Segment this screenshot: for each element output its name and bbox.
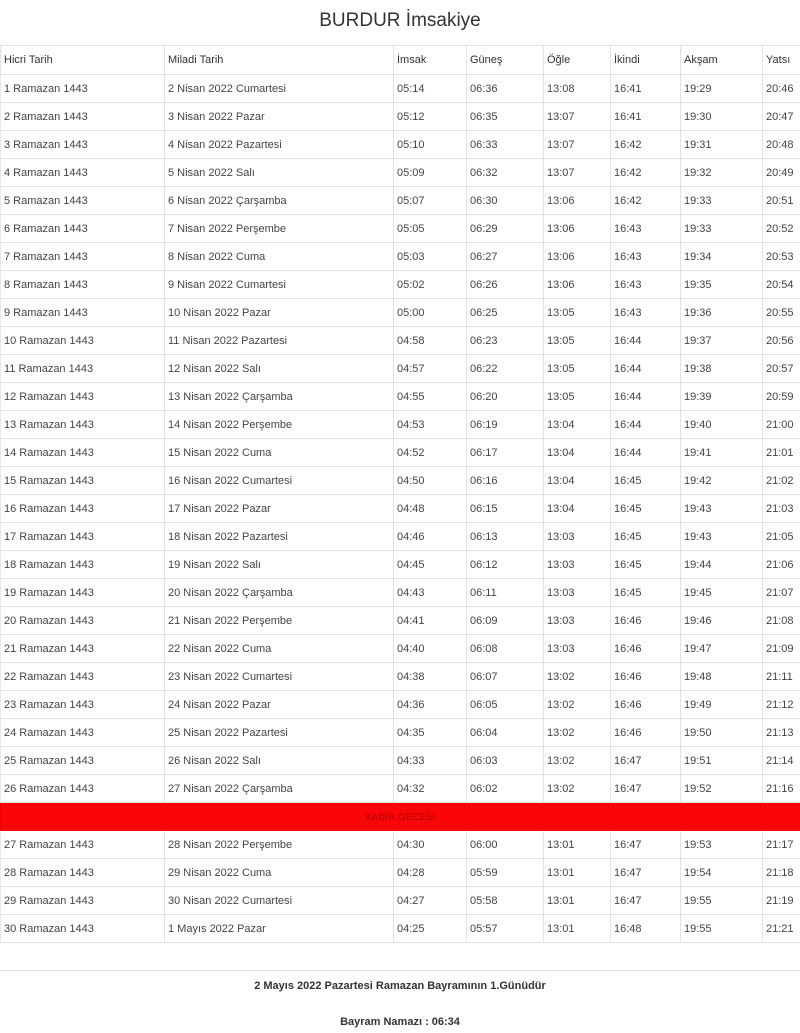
miladi-date: 2 Nisan 2022 Cumartesi [165, 75, 394, 103]
table-row [1, 831, 800, 859]
yatsi-time: 20:59 [763, 383, 800, 411]
ikindi-time: 16:48 [611, 915, 681, 943]
table-row [1, 523, 800, 551]
miladi-date: 13 Nisan 2022 Çarşamba [165, 383, 394, 411]
miladi-date: 10 Nisan 2022 Pazar [165, 299, 394, 327]
aksam-time: 19:41 [681, 439, 763, 467]
column-header-gunes-time: Güneş [467, 46, 544, 75]
yatsi-time: 21:09 [763, 635, 800, 663]
table-row [1, 775, 800, 803]
yatsi-time: 21:13 [763, 719, 800, 747]
table-row [1, 719, 800, 747]
miladi-date: 18 Nisan 2022 Pazartesi [165, 523, 394, 551]
table-row [1, 663, 800, 691]
imsak-time: 04:28 [394, 859, 467, 887]
hicri-date: 10 Ramazan 1443 [1, 327, 165, 355]
table-body [1, 75, 800, 943]
aksam-time: 19:52 [681, 775, 763, 803]
miladi-date: 15 Nisan 2022 Cuma [165, 439, 394, 467]
hicri-date: 13 Ramazan 1443 [1, 411, 165, 439]
hicri-date: 21 Ramazan 1443 [1, 635, 165, 663]
ikindi-time: 16:47 [611, 775, 681, 803]
miladi-date: 1 Mayıs 2022 Pazar [165, 915, 394, 943]
aksam-time: 19:51 [681, 747, 763, 775]
imsak-time: 05:03 [394, 243, 467, 271]
gunes-time: 06:20 [467, 383, 544, 411]
table-row [1, 103, 800, 131]
hicri-date: 18 Ramazan 1443 [1, 551, 165, 579]
aksam-time: 19:30 [681, 103, 763, 131]
gunes-time: 06:19 [467, 411, 544, 439]
hicri-date: 1 Ramazan 1443 [1, 75, 165, 103]
table-row [1, 439, 800, 467]
ogle-time: 13:01 [544, 831, 611, 859]
ikindi-time: 16:42 [611, 159, 681, 187]
hicri-date: 28 Ramazan 1443 [1, 859, 165, 887]
ogle-time: 13:04 [544, 467, 611, 495]
ikindi-time: 16:43 [611, 299, 681, 327]
gunes-time: 06:27 [467, 243, 544, 271]
aksam-time: 19:43 [681, 523, 763, 551]
yatsi-time: 20:51 [763, 187, 800, 215]
table-row [1, 887, 800, 915]
ogle-time: 13:04 [544, 495, 611, 523]
imsak-time: 04:48 [394, 495, 467, 523]
ikindi-time: 16:46 [611, 607, 681, 635]
aksam-time: 19:42 [681, 467, 763, 495]
imsak-time: 05:09 [394, 159, 467, 187]
gunes-time: 06:30 [467, 187, 544, 215]
table-row [1, 579, 800, 607]
imsak-time: 04:40 [394, 635, 467, 663]
hicri-date: 7 Ramazan 1443 [1, 243, 165, 271]
table-row [1, 551, 800, 579]
gunes-time: 06:23 [467, 327, 544, 355]
table-row [1, 215, 800, 243]
ikindi-time: 16:41 [611, 103, 681, 131]
ogle-time: 13:03 [544, 579, 611, 607]
miladi-date: 7 Nisan 2022 Perşembe [165, 215, 394, 243]
gunes-time: 06:15 [467, 495, 544, 523]
table-row [1, 327, 800, 355]
gunes-time: 05:59 [467, 859, 544, 887]
yatsi-time: 20:56 [763, 327, 800, 355]
miladi-date: 26 Nisan 2022 Salı [165, 747, 394, 775]
ikindi-time: 16:46 [611, 691, 681, 719]
column-header-yatsi-time: Yatsı [763, 46, 800, 75]
gunes-time: 06:11 [467, 579, 544, 607]
aksam-time: 19:55 [681, 915, 763, 943]
ikindi-time: 16:45 [611, 495, 681, 523]
ikindi-time: 16:47 [611, 747, 681, 775]
kadir-gecesi-label: KADİR GECESİ [1, 803, 800, 831]
hicri-date: 6 Ramazan 1443 [1, 215, 165, 243]
ikindi-time: 16:44 [611, 383, 681, 411]
imsak-time: 04:27 [394, 887, 467, 915]
ikindi-time: 16:47 [611, 887, 681, 915]
yatsi-time: 20:49 [763, 159, 800, 187]
imsak-time: 04:50 [394, 467, 467, 495]
miladi-date: 23 Nisan 2022 Cumartesi [165, 663, 394, 691]
aksam-time: 19:55 [681, 887, 763, 915]
hicri-date: 5 Ramazan 1443 [1, 187, 165, 215]
table-row [1, 747, 800, 775]
aksam-time: 19:43 [681, 495, 763, 523]
hicri-date: 2 Ramazan 1443 [1, 103, 165, 131]
ikindi-time: 16:43 [611, 215, 681, 243]
table-row [1, 271, 800, 299]
yatsi-time: 21:01 [763, 439, 800, 467]
gunes-time: 06:00 [467, 831, 544, 859]
table-row [1, 131, 800, 159]
hicri-date: 20 Ramazan 1443 [1, 607, 165, 635]
hicri-date: 15 Ramazan 1443 [1, 467, 165, 495]
gunes-time: 06:08 [467, 635, 544, 663]
ogle-time: 13:07 [544, 131, 611, 159]
imsak-time: 05:10 [394, 131, 467, 159]
yatsi-time: 21:18 [763, 859, 800, 887]
gunes-time: 06:02 [467, 775, 544, 803]
miladi-date: 12 Nisan 2022 Salı [165, 355, 394, 383]
ogle-time: 13:01 [544, 915, 611, 943]
hicri-date: 16 Ramazan 1443 [1, 495, 165, 523]
gunes-time: 06:03 [467, 747, 544, 775]
miladi-date: 21 Nisan 2022 Perşembe [165, 607, 394, 635]
ogle-time: 13:02 [544, 691, 611, 719]
column-header-ikindi-time: İkindi [611, 46, 681, 75]
yatsi-time: 20:48 [763, 131, 800, 159]
yatsi-time: 20:53 [763, 243, 800, 271]
ogle-time: 13:03 [544, 523, 611, 551]
hicri-date: 3 Ramazan 1443 [1, 131, 165, 159]
table-row [1, 383, 800, 411]
imsak-time: 04:57 [394, 355, 467, 383]
table-row [1, 467, 800, 495]
table-row [1, 635, 800, 663]
aksam-time: 19:33 [681, 187, 763, 215]
miladi-date: 14 Nisan 2022 Perşembe [165, 411, 394, 439]
ikindi-time: 16:44 [611, 439, 681, 467]
ogle-time: 13:05 [544, 327, 611, 355]
aksam-time: 19:39 [681, 383, 763, 411]
aksam-time: 19:32 [681, 159, 763, 187]
gunes-time: 06:17 [467, 439, 544, 467]
yatsi-time: 21:21 [763, 915, 800, 943]
gunes-time: 06:36 [467, 75, 544, 103]
imsak-time: 05:05 [394, 215, 467, 243]
miladi-date: 8 Nisan 2022 Cuma [165, 243, 394, 271]
gunes-time: 06:12 [467, 551, 544, 579]
hicri-date: 11 Ramazan 1443 [1, 355, 165, 383]
table-row [1, 691, 800, 719]
miladi-date: 17 Nisan 2022 Pazar [165, 495, 394, 523]
yatsi-time: 21:06 [763, 551, 800, 579]
table-row [1, 495, 800, 523]
aksam-time: 19:45 [681, 579, 763, 607]
imsak-time: 04:38 [394, 663, 467, 691]
aksam-time: 19:44 [681, 551, 763, 579]
aksam-time: 19:50 [681, 719, 763, 747]
hicri-date: 29 Ramazan 1443 [1, 887, 165, 915]
yatsi-time: 21:00 [763, 411, 800, 439]
miladi-date: 28 Nisan 2022 Perşembe [165, 831, 394, 859]
table-row [1, 299, 800, 327]
ikindi-time: 16:44 [611, 355, 681, 383]
gunes-time: 06:32 [467, 159, 544, 187]
imsak-time: 04:55 [394, 383, 467, 411]
imsak-time: 05:07 [394, 187, 467, 215]
ikindi-time: 16:46 [611, 635, 681, 663]
hicri-date: 26 Ramazan 1443 [1, 775, 165, 803]
table-row [1, 915, 800, 943]
aksam-time: 19:31 [681, 131, 763, 159]
hicri-date: 17 Ramazan 1443 [1, 523, 165, 551]
ogle-time: 13:04 [544, 411, 611, 439]
miladi-date: 24 Nisan 2022 Pazar [165, 691, 394, 719]
imsak-time: 05:14 [394, 75, 467, 103]
ogle-time: 13:01 [544, 887, 611, 915]
hicri-date: 24 Ramazan 1443 [1, 719, 165, 747]
yatsi-time: 21:16 [763, 775, 800, 803]
imsak-time: 04:53 [394, 411, 467, 439]
yatsi-time: 21:12 [763, 691, 800, 719]
imsak-time: 04:32 [394, 775, 467, 803]
ogle-time: 13:02 [544, 747, 611, 775]
yatsi-time: 21:08 [763, 607, 800, 635]
miladi-date: 29 Nisan 2022 Cuma [165, 859, 394, 887]
table-row [1, 75, 800, 103]
gunes-time: 06:07 [467, 663, 544, 691]
ogle-time: 13:03 [544, 635, 611, 663]
miladi-date: 27 Nisan 2022 Çarşamba [165, 775, 394, 803]
aksam-time: 19:29 [681, 75, 763, 103]
miladi-date: 25 Nisan 2022 Pazartesi [165, 719, 394, 747]
gunes-time: 06:04 [467, 719, 544, 747]
ogle-time: 13:06 [544, 271, 611, 299]
ikindi-time: 16:41 [611, 75, 681, 103]
table-header-row [1, 46, 800, 75]
miladi-date: 4 Nisan 2022 Pazartesi [165, 131, 394, 159]
gunes-time: 06:26 [467, 271, 544, 299]
bayram-notice: 2 Mayıs 2022 Pazartesi Ramazan Bayramının 1.Günüdür [254, 980, 546, 992]
hicri-date: 22 Ramazan 1443 [1, 663, 165, 691]
imsak-time: 04:46 [394, 523, 467, 551]
hicri-date: 23 Ramazan 1443 [1, 691, 165, 719]
imsak-time: 04:45 [394, 551, 467, 579]
kadir-gecesi-row [1, 803, 800, 831]
table-row [1, 159, 800, 187]
gunes-time: 05:58 [467, 887, 544, 915]
ikindi-time: 16:42 [611, 131, 681, 159]
hicri-date: 25 Ramazan 1443 [1, 747, 165, 775]
aksam-time: 19:37 [681, 327, 763, 355]
imsak-time: 04:25 [394, 915, 467, 943]
ikindi-time: 16:45 [611, 579, 681, 607]
yatsi-time: 20:52 [763, 215, 800, 243]
gunes-time: 06:35 [467, 103, 544, 131]
ikindi-time: 16:45 [611, 467, 681, 495]
ikindi-time: 16:44 [611, 327, 681, 355]
imsak-time: 04:52 [394, 439, 467, 467]
yatsi-time: 21:03 [763, 495, 800, 523]
imsak-time: 04:36 [394, 691, 467, 719]
hicri-date: 30 Ramazan 1443 [1, 915, 165, 943]
miladi-date: 16 Nisan 2022 Cumartesi [165, 467, 394, 495]
ogle-time: 13:08 [544, 75, 611, 103]
ogle-time: 13:07 [544, 159, 611, 187]
miladi-date: 5 Nisan 2022 Salı [165, 159, 394, 187]
aksam-time: 19:33 [681, 215, 763, 243]
footer [0, 970, 800, 1030]
miladi-date: 9 Nisan 2022 Cumartesi [165, 271, 394, 299]
imsak-time: 05:02 [394, 271, 467, 299]
aksam-time: 19:53 [681, 831, 763, 859]
yatsi-time: 20:55 [763, 299, 800, 327]
table-row [1, 187, 800, 215]
yatsi-time: 21:02 [763, 467, 800, 495]
yatsi-time: 21:17 [763, 831, 800, 859]
hicri-date: 14 Ramazan 1443 [1, 439, 165, 467]
hicri-date: 12 Ramazan 1443 [1, 383, 165, 411]
ikindi-time: 16:46 [611, 719, 681, 747]
imsak-time: 04:33 [394, 747, 467, 775]
aksam-time: 19:48 [681, 663, 763, 691]
imsakiye-table [0, 45, 800, 943]
bayram-namazi-time: Bayram Namazı : 06:34 [340, 1016, 460, 1028]
ikindi-time: 16:47 [611, 831, 681, 859]
ikindi-time: 16:43 [611, 271, 681, 299]
imsak-time: 04:43 [394, 579, 467, 607]
ikindi-time: 16:43 [611, 243, 681, 271]
table-row [1, 411, 800, 439]
hicri-date: 19 Ramazan 1443 [1, 579, 165, 607]
imsak-time: 04:30 [394, 831, 467, 859]
ikindi-time: 16:46 [611, 663, 681, 691]
aksam-time: 19:47 [681, 635, 763, 663]
hicri-date: 9 Ramazan 1443 [1, 299, 165, 327]
ogle-time: 13:06 [544, 243, 611, 271]
ikindi-time: 16:44 [611, 411, 681, 439]
ogle-time: 13:03 [544, 551, 611, 579]
yatsi-time: 21:19 [763, 887, 800, 915]
aksam-time: 19:36 [681, 299, 763, 327]
gunes-time: 06:16 [467, 467, 544, 495]
ogle-time: 13:06 [544, 215, 611, 243]
yatsi-time: 21:11 [763, 663, 800, 691]
ogle-time: 13:06 [544, 187, 611, 215]
yatsi-time: 20:54 [763, 271, 800, 299]
miladi-date: 30 Nisan 2022 Cumartesi [165, 887, 394, 915]
ogle-time: 13:05 [544, 299, 611, 327]
yatsi-time: 21:14 [763, 747, 800, 775]
ikindi-time: 16:42 [611, 187, 681, 215]
imsak-time: 05:12 [394, 103, 467, 131]
ogle-time: 13:02 [544, 719, 611, 747]
column-header-imsak-time: İmsak [394, 46, 467, 75]
gunes-time: 05:57 [467, 915, 544, 943]
aksam-time: 19:54 [681, 859, 763, 887]
gunes-time: 06:25 [467, 299, 544, 327]
ogle-time: 13:05 [544, 383, 611, 411]
table-row [1, 243, 800, 271]
yatsi-time: 21:07 [763, 579, 800, 607]
gunes-time: 06:09 [467, 607, 544, 635]
gunes-time: 06:13 [467, 523, 544, 551]
hicri-date: 27 Ramazan 1443 [1, 831, 165, 859]
ogle-time: 13:02 [544, 663, 611, 691]
yatsi-time: 20:46 [763, 75, 800, 103]
hicri-date: 4 Ramazan 1443 [1, 159, 165, 187]
imsak-time: 04:35 [394, 719, 467, 747]
table-row [1, 859, 800, 887]
hicri-date: 8 Ramazan 1443 [1, 271, 165, 299]
yatsi-time: 20:57 [763, 355, 800, 383]
ogle-time: 13:04 [544, 439, 611, 467]
ogle-time: 13:05 [544, 355, 611, 383]
gunes-time: 06:22 [467, 355, 544, 383]
ogle-time: 13:02 [544, 775, 611, 803]
ogle-time: 13:07 [544, 103, 611, 131]
aksam-time: 19:49 [681, 691, 763, 719]
yatsi-time: 21:05 [763, 523, 800, 551]
gunes-time: 06:29 [467, 215, 544, 243]
yatsi-time: 20:47 [763, 103, 800, 131]
miladi-date: 6 Nisan 2022 Çarşamba [165, 187, 394, 215]
ogle-time: 13:01 [544, 859, 611, 887]
column-header-aksam-time: Akşam [681, 46, 763, 75]
imsak-time: 04:58 [394, 327, 467, 355]
ikindi-time: 16:47 [611, 859, 681, 887]
gunes-time: 06:33 [467, 131, 544, 159]
miladi-date: 20 Nisan 2022 Çarşamba [165, 579, 394, 607]
aksam-time: 19:38 [681, 355, 763, 383]
ikindi-time: 16:45 [611, 523, 681, 551]
column-header-miladi-date: Miladi Tarih [165, 46, 394, 75]
imsak-time: 04:41 [394, 607, 467, 635]
imsak-time: 05:00 [394, 299, 467, 327]
miladi-date: 19 Nisan 2022 Salı [165, 551, 394, 579]
table-row [1, 607, 800, 635]
aksam-time: 19:34 [681, 243, 763, 271]
table-row [1, 355, 800, 383]
aksam-time: 19:35 [681, 271, 763, 299]
miladi-date: 3 Nisan 2022 Pazar [165, 103, 394, 131]
ogle-time: 13:03 [544, 607, 611, 635]
aksam-time: 19:40 [681, 411, 763, 439]
column-header-hicri-date: Hicri Tarih [1, 46, 165, 75]
miladi-date: 22 Nisan 2022 Cuma [165, 635, 394, 663]
column-header-ogle-time: Öğle [544, 46, 611, 75]
miladi-date: 11 Nisan 2022 Pazartesi [165, 327, 394, 355]
page-title: BURDUR İmsakiye [319, 10, 481, 31]
aksam-time: 19:46 [681, 607, 763, 635]
gunes-time: 06:05 [467, 691, 544, 719]
ikindi-time: 16:45 [611, 551, 681, 579]
